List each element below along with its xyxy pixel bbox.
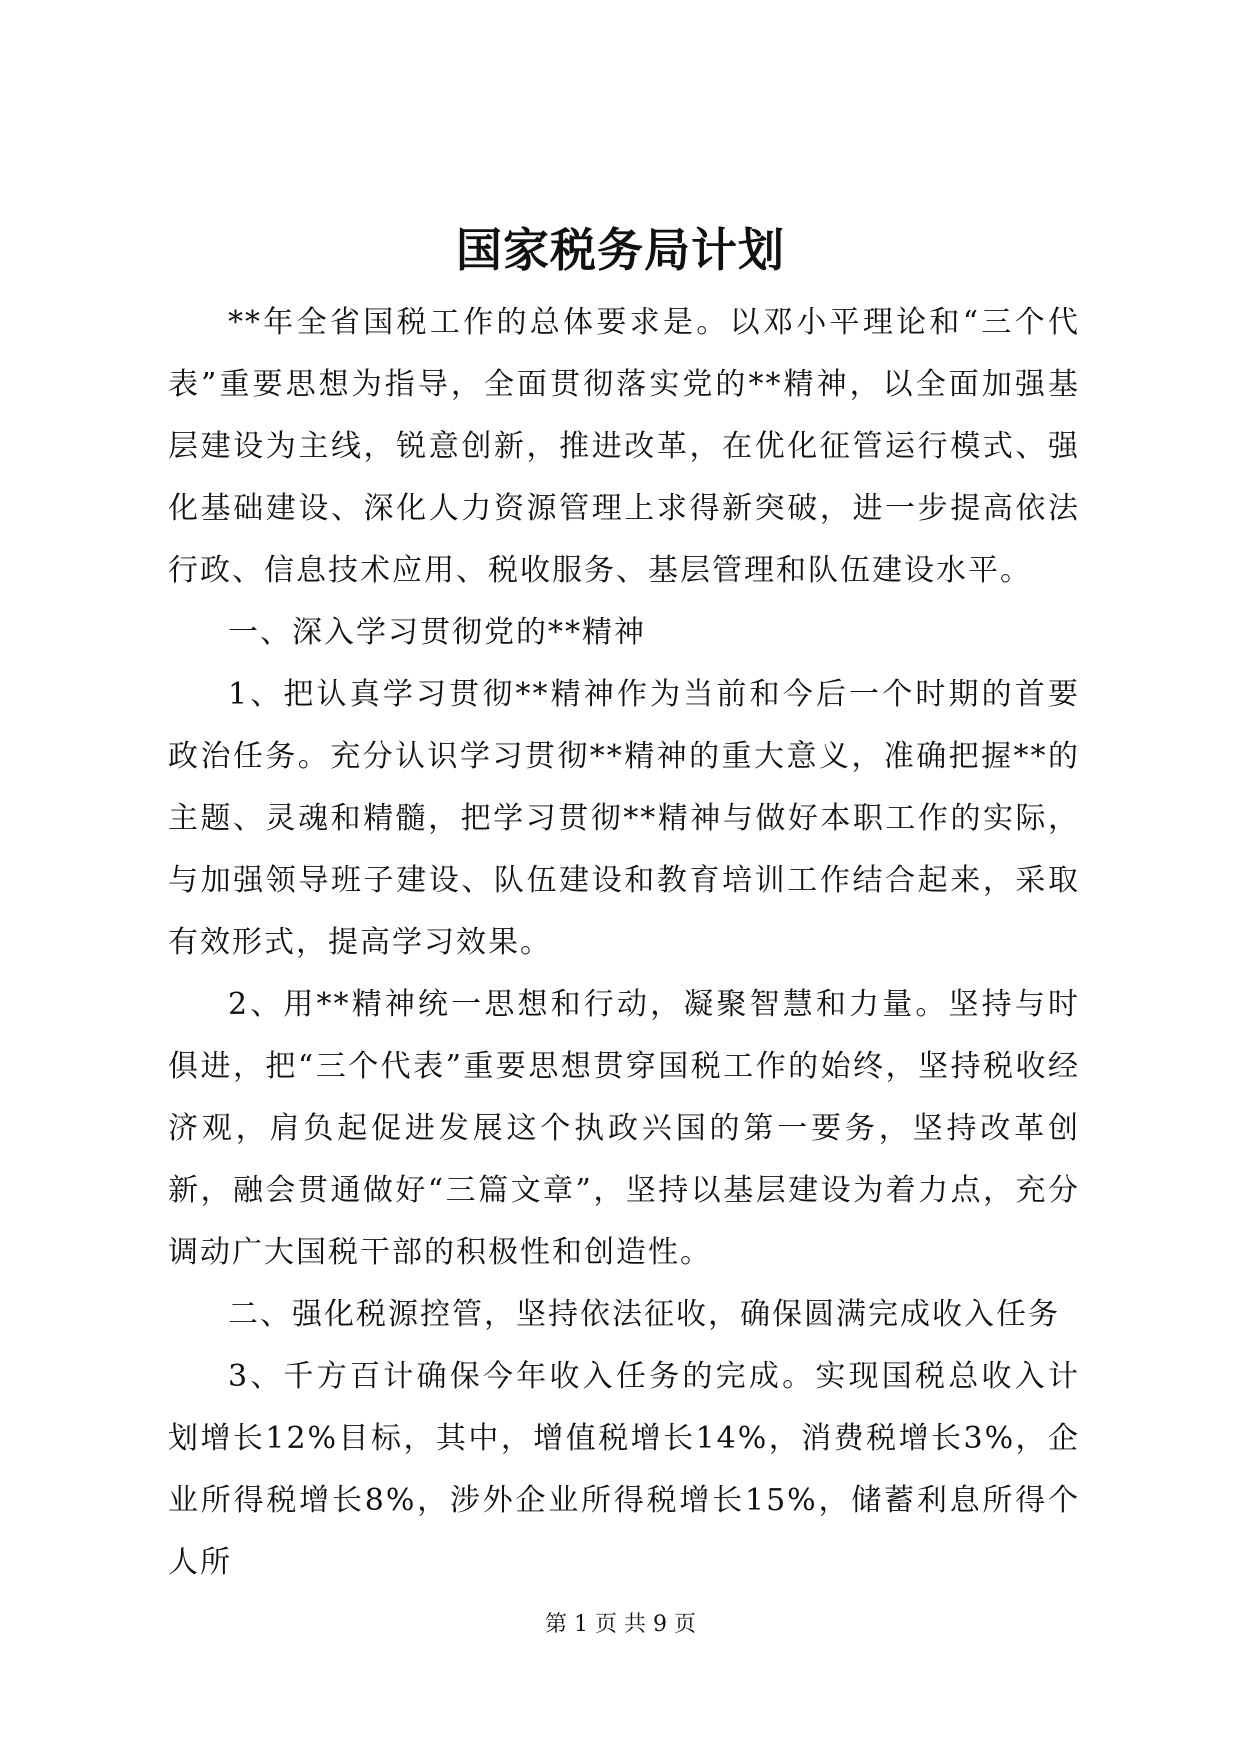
section-heading-1: 一、深入学习贯彻党的**精神	[228, 615, 646, 650]
page-footer: 第 1 页 共 9 页	[545, 1612, 696, 1637]
document-title: 国家税务局计划	[456, 223, 785, 277]
paragraph-item-1: 1、把认真学习贯彻**精神作为当前和今后一个时期的首要政治任务。充分认识学习贯彻**精神的重大意义，准确把握**的主题、灵魂和精髓，把学习贯彻**精神与做好本职工作的实际，与加强领导班子建设、队伍建设和教育培训工作结合起来，采取有效形式，提高学习效果。	[168, 677, 1080, 960]
paragraph-item-3: 3、千方百计确保今年收入任务的完成。实现国税总收入计划增长12%目标，其中，增值税增长14%，消费税增长3%，企业所得税增长8%，涉外企业所得税增长15%，储蓄利息所得个人所	[168, 1359, 1080, 1580]
document-body	[168, 292, 1080, 1594]
section-heading-2: 二、强化税源控管，坚持依法征收，确保圆满完成收入任务	[228, 1297, 1060, 1332]
paragraph-item-2: 2、用**精神统一思想和行动，凝聚智慧和力量。坚持与时俱进，把“三个代表”重要思想贯穿国税工作的始终，坚持税收经济观，肩负起促进发展这个执政兴国的第一要务，坚持改革创新，融会贯通做好“三篇文章”，坚持以基层建设为着力点，充分调动广大国税干部的积极性和创造性。	[168, 987, 1080, 1270]
paragraph-intro: **年全省国税工作的总体要求是。以邓小平理论和“三个代表”重要思想为指导，全面贯彻落实党的**精神，以全面加强基层建设为主线，锐意创新，推进改革，在优化征管运行模式、强化基础建设、深化人力资源管理上求得新突破，进一步提高依法行政、信息技术应用、税收服务、基层管理和队伍建设水平。	[168, 305, 1080, 588]
